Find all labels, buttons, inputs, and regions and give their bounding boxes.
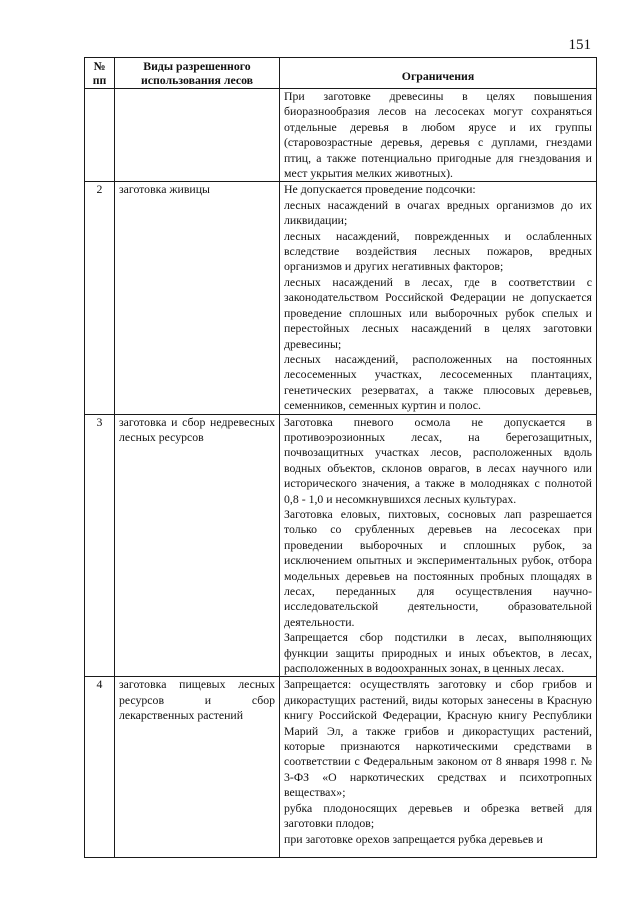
header-restrictions: Ограничения (280, 58, 597, 89)
table-header-row (85, 58, 597, 89)
header-number: № пп (85, 58, 115, 89)
row-use-type: заготовка и сбор недревесных лесных ресурсов (115, 414, 280, 677)
restriction-paragraph: Заготовка пневого осмола не допускается в противоэрозионных лесах, на берегозащитных, почвозащитных участках лесов, расположенных вдоль водных объектов, склонов оврагов, в лесах научного или исторического значения, а также в молодняках с полнотой 0,8 - 1,0 и несомкнувшихся лесных культурах. (284, 414, 592, 506)
row-number: 4 (85, 677, 115, 858)
row-number (85, 89, 115, 182)
row-restrictions (280, 89, 597, 182)
restriction-paragraph: Запрещается сбор подстилки в лесах, выполняющих функции защиты природных и иных объектов, в лесах, расположенных в водоохранных зонах, в ценных лесах. (284, 630, 592, 676)
restriction-paragraph: при заготовке орехов запрещается рубка деревьев и (284, 831, 543, 846)
restrictions-table (84, 57, 597, 858)
table-row (85, 677, 597, 858)
header-use-type: Виды разрешенного использования лесов (115, 58, 280, 89)
table-row (85, 414, 597, 677)
table-row (85, 182, 597, 414)
row-restrictions (280, 182, 597, 414)
page-number: 151 (568, 37, 591, 53)
restriction-paragraph: Не допускается проведение подсочки: (284, 182, 476, 197)
restriction-paragraph: рубка плодоносящих деревьев и обрезка ветвей для заготовки плодов; (284, 800, 592, 831)
restriction-paragraph: Заготовка еловых, пихтовых, сосновых лап разрешается только со срубленных деревьев на лесосеках при проведении выборочных и сплошных рубок, за исключением опытных и экспериментальных рубок, отбора модельных деревьев на постоянных пробных площадях в лесах, переданных для осуществления научно-исследовательской деятельности, образовательной деятельности. (284, 506, 592, 629)
row-restrictions (280, 677, 597, 858)
restriction-paragraph: лесных насаждений в лесах, где в соответствии с законодательством Российской Федерации не допускается проведение сплошных или выборочных рубок спелых и перестойных лесных насаждений в целях заготовки древесины; (284, 274, 592, 351)
restriction-paragraph: Запрещается: осуществлять заготовку и сбор грибов и дикорастущих растений, виды которых занесены в Красную книгу Российской Федерации, Красную книгу Республики Марий Эл, а также грибов и дикорастущих растений, которые признаются наркотическими средствами в соответствии с Федеральным законом от 8 января 1998 г. № 3-ФЗ «О наркотических средствах и психотропных веществах»; (284, 677, 592, 800)
restriction-paragraph: лесных насаждений в очагах вредных организмов до их ликвидации; (284, 197, 592, 228)
row-number: 3 (85, 414, 115, 677)
row-use-type (115, 89, 280, 182)
restriction-paragraph: лесных насаждений, расположенных на постоянных лесосеменных участках, лесосеменных плантациях, генетических резерватах, а также плюсовых деревьев, семенников, семенных куртин и полос. (284, 351, 592, 413)
restriction-paragraph: При заготовке древесины в целях повышения биоразнообразия лесов на лесосеках могут сохраняться отдельные деревья в любом ярусе и их группы (старовозрастные деревья, деревья с дуплами, гнездами птиц, а также потенциально пригодные для гнездования и мест укрытия мелких животных). (284, 89, 592, 181)
row-use-type: заготовка живицы (115, 182, 280, 414)
row-number: 2 (85, 182, 115, 414)
restriction-paragraph: лесных насаждений, поврежденных и ослабленных вследствие воздействия лесных пожаров, вредных организмов и других негативных факторов; (284, 228, 592, 274)
row-use-type: заготовка пищевых лесных ресурсов и сбор лекарственных растений (115, 677, 280, 858)
table-row (85, 89, 597, 182)
row-restrictions (280, 414, 597, 677)
